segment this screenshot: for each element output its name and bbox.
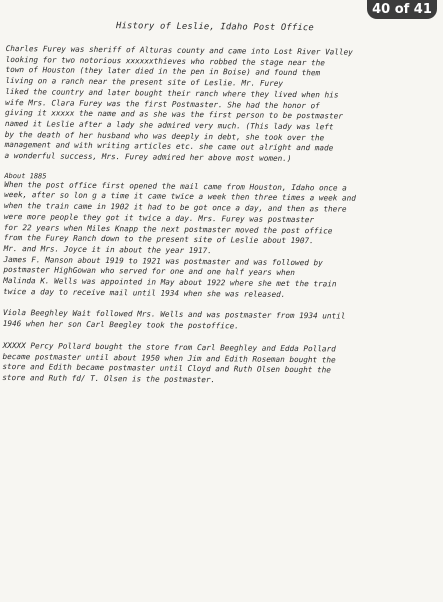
- text-line: week, after so lon g a time it came twice a week then three times a week and: [4, 190, 356, 204]
- text-line: by the death of her husband who was deeply in debt, she took over the: [4, 129, 325, 142]
- text-line: for 22 years when Miles Knapp the next postmaster moved the post office: [3, 222, 333, 235]
- paragraph-postmasters: [3, 173, 422, 302]
- text-line: wife Mrs. Clara Furey was the first Postmaster. She had the honor of: [5, 97, 320, 110]
- text-line: James F. Manson about 1919 to 1921 was postmaster and was followed by: [3, 254, 323, 267]
- document-body: [2, 20, 424, 399]
- paragraph-furey-history: [5, 44, 424, 166]
- text-line: from the Furey Ranch down to the present site of Leslie about 1907.: [3, 233, 314, 246]
- text-line: Mr. and Mrs. Joyce it in about the year 1917.: [3, 243, 212, 256]
- paragraph-pollard-olsen: [2, 341, 420, 388]
- text-line: were more people they got it twice a day. Mrs. Furey was postmaster: [3, 211, 315, 225]
- text-line: looking for two notorious xxxxxxthieves who robbed the stage near the: [5, 54, 325, 68]
- text-line: store and Edith became postmaster until Cloyd and Ruth Olsen bought the: [2, 362, 332, 375]
- text-line: About 1885: [4, 171, 47, 181]
- text-line: when the train came in 1902 it had to be got once a day, and then as there: [4, 201, 347, 214]
- text-line: XXXXX Percy Pollard bought the store from Carl Beeghley and Edda Pollard: [2, 340, 336, 354]
- text-line: twice a day to receive mail until 1934 when she was released.: [3, 286, 286, 299]
- document-title: History of Leslie, Idaho Post Office: [115, 21, 314, 34]
- text-line: When the post office first opened the mail came from Houston, Idaho once a: [4, 179, 347, 193]
- text-line: named it Leslie after a lady she admired very much. (This lady was left: [4, 118, 334, 132]
- page-counter-badge: 40 of 41: [367, 0, 437, 19]
- text-line: store and Ruth fd/ T. Olsen is the postmaster.: [2, 372, 216, 385]
- text-line: postmaster HighGowan who served for one and one half years when: [3, 265, 296, 278]
- text-line: a wonderful success, Mrs. Furey admired her above most women.): [4, 151, 292, 164]
- text-line: town of Houston (they later died in the pen in Boise) and found them: [5, 65, 321, 78]
- text-line: Viola Beeghley Wait followed Mrs. Wells and was postmaster from 1934 until: [2, 308, 346, 322]
- text-line: liked the country and later bought their ranch where they lived when his: [5, 86, 339, 100]
- text-line: Charles Furey was sheriff of Alturas county and came into Lost River Valley: [5, 43, 353, 57]
- text-line: management and with writing articles etc. she came out alright and made: [4, 140, 334, 153]
- text-line: 1946 when her son Carl Beegley took the postoffice.: [2, 319, 239, 331]
- text-line: Malinda K. Wells was appointed in May about 1922 where she met the train: [3, 276, 337, 289]
- paragraph-beeghley: [3, 308, 421, 334]
- text-line: living on a ranch near the present site of Leslie. Mr. Furey: [5, 76, 284, 89]
- text-line: became postmaster until about 1950 when Jim and Edith Roseman bought the: [2, 351, 336, 365]
- text-line: giving it xxxxx the name and as she was the first person to be postmaster: [4, 108, 343, 121]
